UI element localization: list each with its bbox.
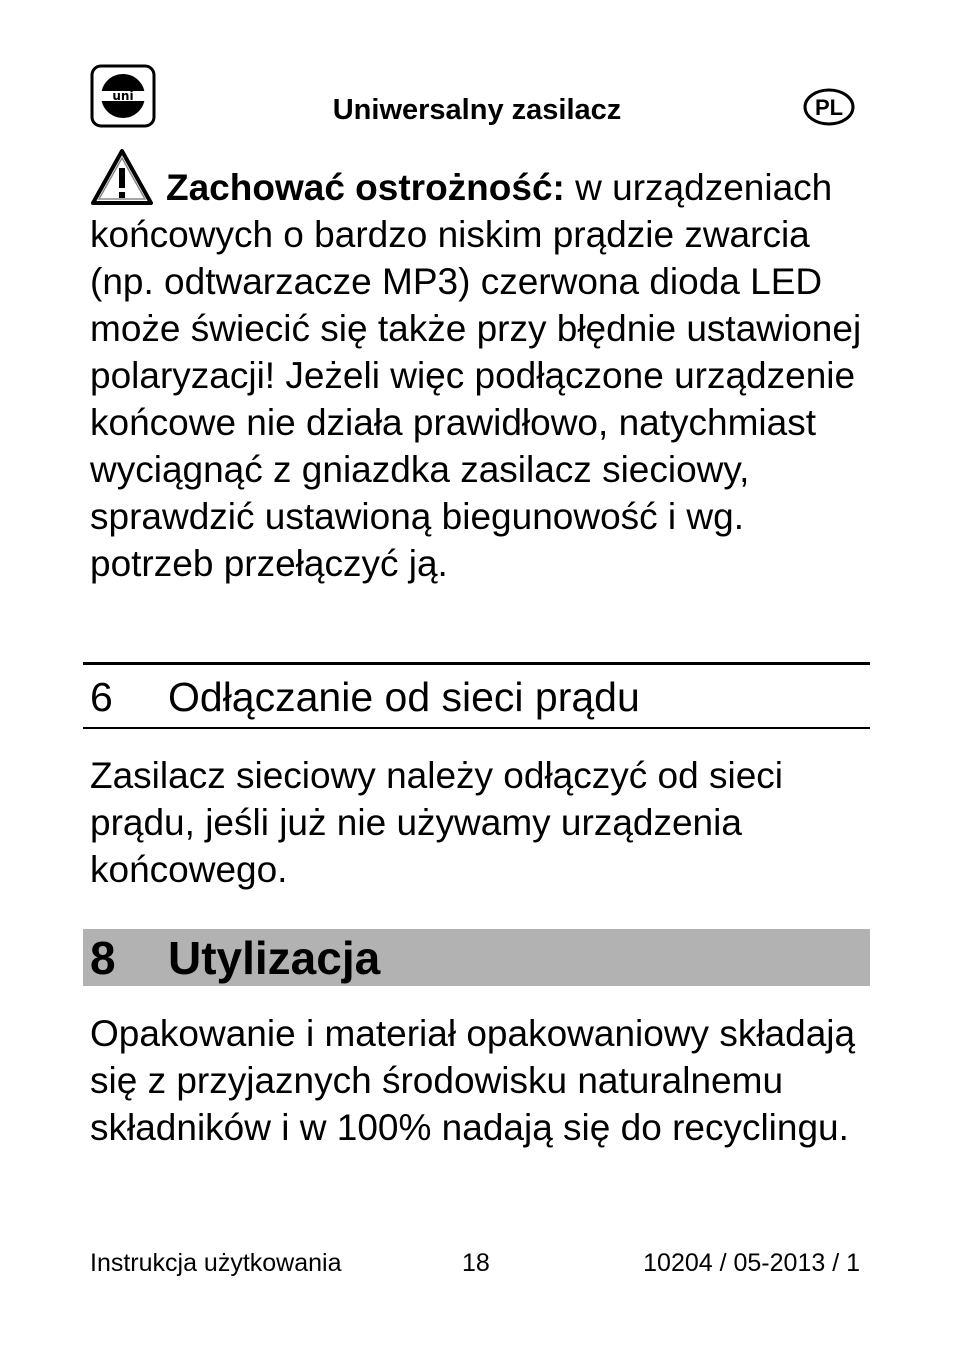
section-6-heading — [90, 672, 640, 722]
section-6-title: Odłączanie od sieci prądu — [168, 674, 640, 720]
section-8-paragraph: Opakowanie i materiał opakowaniowy składają się z przyjaznych środowisku naturalnemu składników i w 100% nadają się do recyclingu. — [90, 1013, 856, 1148]
footer-page-number: 18 — [462, 1249, 490, 1277]
section-8-heading — [90, 930, 380, 986]
footer-document-name: Instrukcja użytkowania — [90, 1249, 342, 1277]
warning-lead: Zachować ostrożność: — [166, 167, 565, 208]
warning-paragraph — [90, 148, 870, 587]
section-8-title: Utylizacja — [168, 932, 381, 984]
warning-triangle-icon — [90, 148, 154, 206]
section-6-top-rule — [83, 662, 870, 665]
section-6-number: 6 — [90, 674, 113, 720]
footer-document-code: 10204 / 05-2013 / 1 — [643, 1249, 860, 1277]
warning-text: w urządzeniach końcowych o bardzo niskim prądzie zwarcia (np. odtwarzacze MP3) czerwona dioda LED może świecić się także przy błędnie ustawionej polaryzacji! Jeżeli więc podłączone urządzenie końcowe nie działa prawidłowo, natychmiast wyciągnąć z gniazdka zasilacz sieciowy, sprawdzić ustawioną biegunowość i wg. potrzeb przełączyć ją. — [90, 167, 862, 584]
document-title: Uniwersalny zasilacz — [332, 94, 622, 126]
logo-text: uni — [112, 89, 134, 103]
language-badge-label: PL — [814, 95, 844, 120]
section-8-number: 8 — [90, 932, 116, 984]
section-6-bottom-rule — [83, 727, 870, 729]
section-6-paragraph: Zasilacz sieciowy należy odłączyć od sieci prądu, jeśli już nie używamy urządzenia końcowego. — [90, 755, 783, 890]
language-badge — [803, 88, 855, 126]
